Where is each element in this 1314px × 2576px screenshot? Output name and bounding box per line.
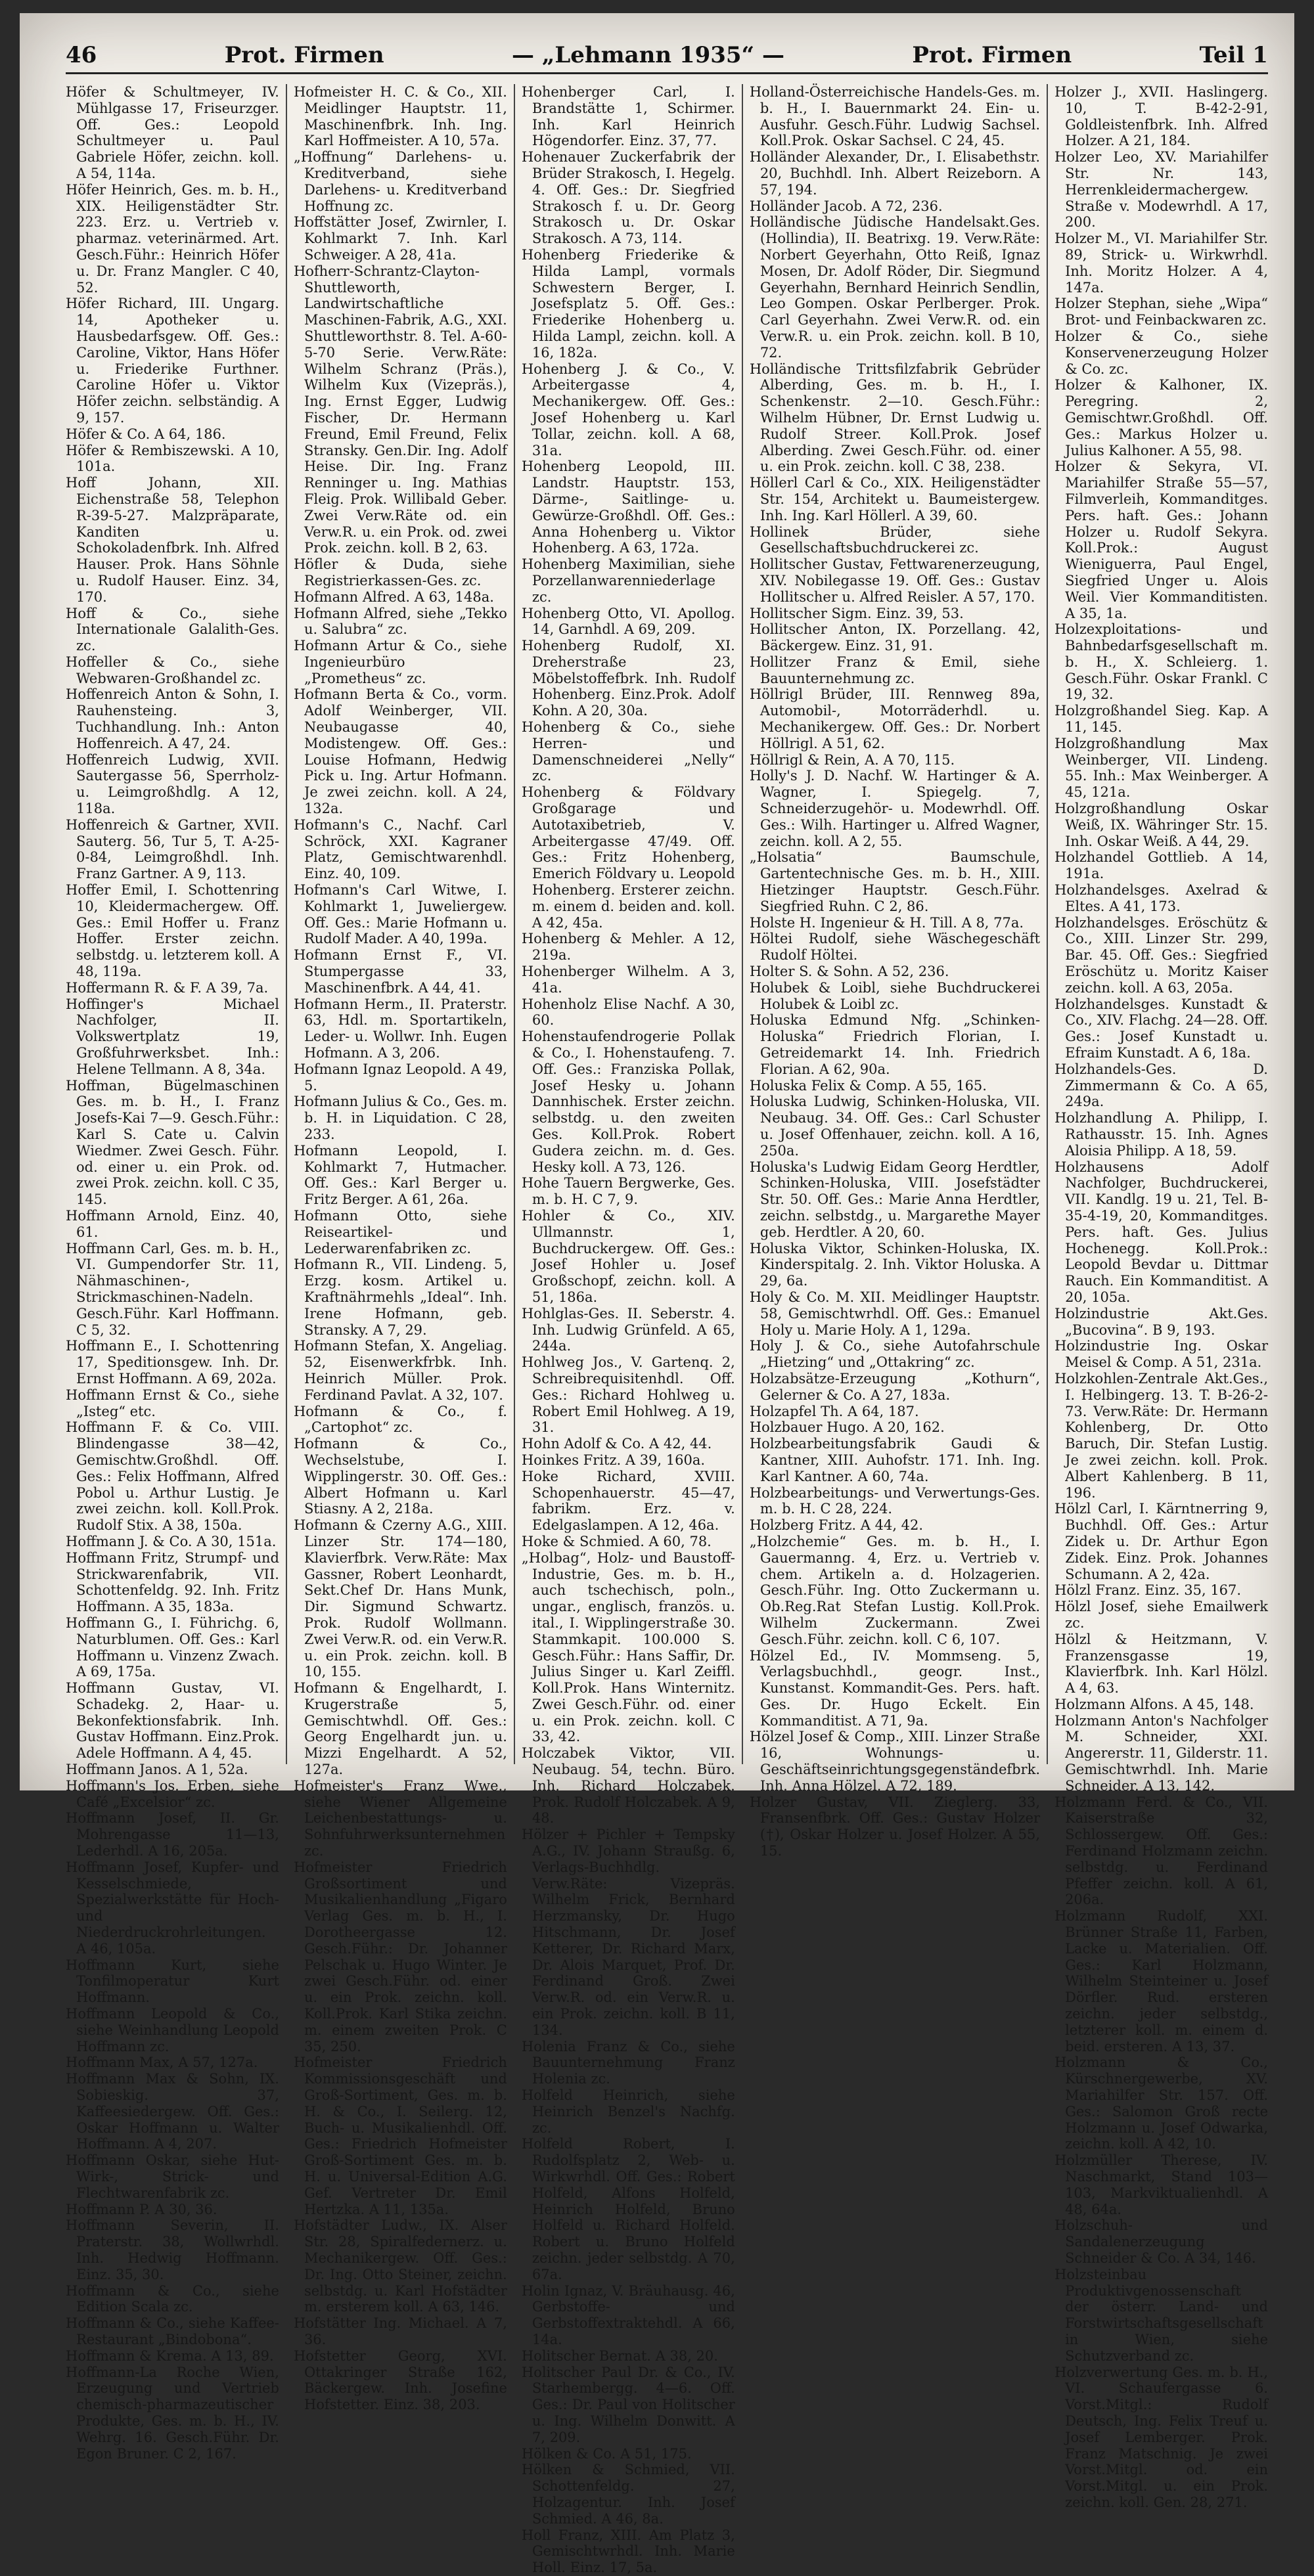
directory-entry: Holzhandels-Ges. D. Zimmermann & Co. A 65, 249a. [1054, 1061, 1268, 1110]
directory-entry: Holuska Edmund Nfg. „Schinken-Holuska“ Friedrich Florian, I. Getreidemarkt 14. Inh. Friedrich Florian. A 62, 90a. [749, 1012, 1041, 1077]
directory-entry: Holzgroßhandlung Oskar Weiß, IX. Währinger Str. 15. Inh. Oskar Weiß. A 44, 29. [1054, 801, 1268, 849]
directory-entry: Hollitscher Sigm. Einz. 39, 53. [749, 605, 964, 621]
directory-entry: Holste H. Ingenieur & H. Till. A 8, 77a. [749, 914, 1024, 931]
directory-entry: Hölzer + Pichler + Tempsky A.G., IV. Johann Straußg. 6, Verlags-Buchhdlg. Verw.Räte: Vizepräs. Wilhelm Frick, Bernhard Herzmansky, Dr. Hugo Hitschmann, Dr. Josef Ketterer, Dr. Richard Marx, Dr. Alois Marquet, Prof. Dr. Ferdinand Groß. Zwei Verw.R. od. ein Verw.R. u. ein Prok. zeichn. koll. B 11, 134. [521, 1827, 735, 2038]
directory-entry: Holzhandlung A. Philipp, I. Rathausstr. 15. Inh. Agnes Aloisia Philipp. A 18, 59. [1054, 1110, 1268, 1159]
directory-entry: Hohler & Co., XIV. Ullmannstr. 1, Buchdruckergew. Off. Ges.: Josef Hohler u. Josef Großschopf, zeichn. koll. A 51, 186a. [521, 1207, 735, 1305]
column-5 [1048, 84, 1275, 2510]
directory-entry: Holfeld Heinrich, siehe Heinrich Benzel's Nachfg. zc. [521, 2087, 735, 2136]
directory-entry: Hölzel Ed., IV. Mommseng. 5, Verlagsbuchhdl., geogr. Inst., Kunstanst. Kommandit-Ges. Pers. haft. Ges. Dr. Hugo Eckelt. Ein Kommanditist. A 71, 9a. [749, 1647, 1041, 1729]
directory-entry: Hoffenreich & Gartner, XVII. Sauterg. 56, Tur 5, T. A-25-0-84, Leimgroßhdl. Inh. Franz Gartner. A 9, 113. [66, 816, 279, 882]
directory-entry: Holuska Viktor, Schinken-Holuska, IX. Kinderspitalg. 2. Inh. Viktor Holuska. A 29, 6a. [749, 1240, 1041, 1289]
directory-entry: Hofmann's C., Nachf. Carl Schröck, XXI. Kagraner Platz, Gemischtwarenhdl. Einz. 40, 109. [293, 816, 507, 882]
directory-entry: Holländische Jüdische Handelsakt.Ges. (Hollindia), II. Beatrixg. 19. Verw.Räte: Norbert Geyerhahn, Otto Reiß, Ignaz Mosen, Dr. Adolf Röder, Dir. Siegmund Geyerhahn, Bernhard Heinrich Sendlin, Leo Gompen. Oskar Perlberger. Prok. Carl Geyerhahn. Zwei Verw.R. od. ein Verw.R. u. ein Prok. zeichn. koll. B 10, 72. [749, 214, 1041, 361]
directory-entry: Hoffmann Josef, Kupfer- und Kesselschmiede, Spezialwerkstätte für Hoch- und Niederdruckrohrleitungen. A 46, 105a. [66, 1859, 279, 1957]
directory-entry: Hofmann Artur & Co., siehe Ingenieurbüro „Prometheus“ zc. [293, 638, 507, 686]
directory-entry: Hohlweg Jos., V. Gartenq. 2, Schreibrequisitenhdl. Off. Ges.: Richard Hohlweg u. Robert Emil Hohlweg. A 19, 31. [521, 1354, 735, 1436]
directory-entry: Hofmeister H. C. & Co., XII. Meidlinger Hauptstr. 11, Maschinenfbrk. Inh. Ing. Karl Hoffmeister. A 10, 57a. [293, 84, 507, 149]
directory-entry: Hohenberg & Földvary Großgarage und Autotaxibetrieb, V. Arbeitergasse 47/49. Off. Ges.: Fritz Hohenberg, Emerich Földvary u. Leopold Hohenberg. Ersterer zeichn. m. einem d. beiden and. koll. A 42, 45a. [521, 784, 735, 931]
directory-entry: Holzbearbeitungsfabrik Gaudi & Kantner, XIII. Auhofstr. 171. Inh. Ing. Karl Kantner. A 60, 74a. [749, 1436, 1041, 1484]
directory-entry: Holzer & Kalhoner, IX. Peregring. 2, Gemischtwr.Großhdl. Off. Ges.: Markus Holzer u. Julius Kalhoner. A 55, 98. [1054, 377, 1268, 458]
directory-entry: Holitscher Paul Dr. & Co., IV. Starhembergg. 4—6. Off. Ges.: Dr. Paul von Holitscher u. Ing. Wilhelm Donwitt. A 7, 209. [521, 2364, 735, 2445]
directory-entry: Hofmeister Friedrich Kommissionsgeschäft und Groß-Sortiment, Ges. m. b. H. & Co., I. Seilerg. 12, Buch- u. Musikalienhdl. Off. Ges.: Friedrich Hofmeister Groß-Sortiment Ges. m. b. H. u. Universal-Edition A.G. Gef. Vertreter Dr. Emil Hertzka. A 11, 135a. [293, 2054, 507, 2217]
directory-entry: Holzexploitations- und Bahnbedarfsgesellschaft m. b. H., X. Schleierg. 1. Gesch.Führ. Oskar Frankl. C 19, 32. [1054, 621, 1268, 703]
directory-entry: Hohenberg Friederike & Hilda Lampl, vormals Schwestern Berger, I. Josefsplatz 5. Off. Ges.: Friederike Hohenberg u. Hilda Lampl, zeichn. koll. A 16, 182a. [521, 246, 735, 361]
directory-entry: Hofmann Alfred, siehe „Tekko u. Salubra“ zc. [293, 605, 507, 638]
directory-entry: Hoffmann Arnold, Einz. 40, 61. [66, 1207, 279, 1240]
directory-entry: Holzkohlen-Zentrale Akt.Ges., I. Helbingerg. 13. T. B-26-2-73. Verw.Räte: Dr. Hermann Kohlenberg, Dr. Otto Baruch, Dir. Stefan Lustig. Je zwei zeichn. koll. Prok. Albert Kahlenberg. B 11, 196. [1054, 1370, 1268, 1501]
directory-entry: Hoffenreich Ludwig, XVII. Sautergasse 56, Sperrholz- u. Leimgroßhdlg. A 12, 118a. [66, 751, 279, 817]
directory-page [20, 13, 1294, 2576]
part-label: Teil 1 [1199, 42, 1268, 68]
directory-entry: Holy & Co. M. XII. Meidlinger Hauptstr. 58, Gemischtwrhdl. Off. Ges.: Emanuel Holy u. Marie Holy. A 1, 129a. [749, 1289, 1041, 1338]
directory-entry: Hoffmann Josef, II. Gr. Mohrengasse 11—13, Lederhdl. A 16, 205a. [66, 1810, 279, 1859]
directory-entry: Hoffenreich Anton & Sohn, I. Rauhensteing. 3, Tuchhandlung. Inh.: Anton Hoffenreich. A 47, 24. [66, 686, 279, 751]
directory-entry: Hoffmann Fritz, Strumpf- und Strickwarenfabrik, VII. Schottenfeldg. 92. Inh. Fritz Hoffmann. A 35, 183a. [66, 1549, 279, 1615]
directory-entry: Hoffmann Oskar, siehe Hut- Wirk-, Strick- und Flechtwarenfabrik zc. [66, 2152, 279, 2201]
column-1 [59, 84, 287, 2462]
page-number: 46 [66, 42, 97, 68]
directory-entry: Hollitzer Franz & Emil, siehe Bauunternehmung zc. [749, 654, 1041, 686]
right-section-title: Prot. Firmen [912, 42, 1072, 68]
directory-entry: Höfler & Duda, siehe Registrierkassen-Ges. zc. [293, 556, 507, 588]
column-3 [515, 84, 743, 2576]
directory-entry: Holländer Alexander, Dr., I. Elisabethstr. 20, Buchhdl. Inh. Albert Reizeborn. A 57, 194. [749, 149, 1041, 198]
directory-entry: Höfer & Rembiszewski. A 10, 101a. [66, 442, 279, 475]
directory-entry: Holzbauer Hugo. A 20, 162. [749, 1419, 945, 1436]
page-header [66, 33, 1268, 74]
directory-entry: Hoffmann Leopold & Co., siehe Weinhandlung Leopold Hoffmann zc. [66, 2006, 279, 2054]
column-4 [743, 84, 1048, 1859]
directory-entry: Holzmann & Co., Kürschnergewerbe, XV. Mariahilfer Str. 157. Off. Ges.: Salomon Groß recte Holzmann u. Josef Odwarka, zeichn. koll. A 42, 10. [1054, 2054, 1268, 2152]
directory-entry: Hoffmann G., I. Führichg. 6, Naturblumen. Off. Ges.: Karl Hoffmann u. Vinzenz Zwach. A 69, 175a. [66, 1614, 279, 1680]
directory-entry: Hohlglas-Ges. II. Seberstr. 4. Inh. Ludwig Grünfeld. A 65, 244a. [521, 1305, 735, 1354]
directory-entry: Hohenberg Maximilian, siehe Porzellanwarenniederlage zc. [521, 556, 735, 605]
directory-entry: Hohenberger Carl, I. Brandstätte 1, Schirmer. Inh. Karl Heinrich Högendorfer. Einz. 37, 77. [521, 84, 735, 149]
directory-entry: Hoffmann & Co., siehe Kaffee-Restaurant „Bindobona“. [66, 2315, 279, 2347]
directory-entry: Höfer Richard, III. Ungarg. 14, Apotheker u. Hausbedarfsgew. Off. Ges.: Caroline, Viktor, Hans Höfer u. Friederike Furthner. Caroline Höfer u. Viktor Höfer zeichn. selbständig. A 9, 157. [66, 296, 279, 426]
directory-entry: Holzer Stephan, siehe „Wipa“ Brot- und Feinbackwaren zc. [1054, 296, 1268, 328]
directory-entry: Hofstetter Georg, XVI. Ottakringer Straße 162, Bäckergew. Inh. Josefine Hofstetter. Einz. 38, 203. [293, 2347, 507, 2413]
directory-entry: Hölzl & Heitzmann, V. Franzensgasse 19, Klavierfbrk. Inh. Karl Hölzl. A 4, 63. [1054, 1631, 1268, 1697]
directory-entry: Holzmann Rudolf, XXI. Brünner Straße 11, Farben, Lacke u. Materialien. Off. Ges.: Karl Holzmann, Wilhelm Steinteiner u. Josef Dörfler. Rud. ersteren zeichn. jeder selbstdg., letzterer koll. m. einem d. beid. ersteren. A 13, 37. [1054, 1908, 1268, 2054]
directory-entry: Hoffeller & Co., siehe Webwaren-Großhandel zc. [66, 654, 279, 686]
directory-entry: Hoffmann Max, A 57, 127a. [66, 2054, 258, 2071]
directory-entry: Hoffmann Ernst & Co., siehe „Isteg“ etc. [66, 1387, 279, 1419]
directory-entry: Hölzl Franz. Einz. 35, 167. [1054, 1582, 1242, 1599]
directory-entry: Hofmann Otto, siehe Reiseartikel- und Lederwarenfabriken zc. [293, 1207, 507, 1256]
directory-entry: Holubek & Loibl, siehe Buchdruckerei Holubek & Loibl zc. [749, 979, 1041, 1012]
directory-entry: Holitscher Bernat. A 38, 20. [521, 2347, 718, 2364]
directory-entry: Hoffmann Gustav, VI. Schadekg. 2, Haar- u. Bekonfektionsfabrik. Inh. Gustav Hoffmann. Einz.Prok. Adele Hoffmann. A 4, 45. [66, 1680, 279, 1762]
directory-entry: Hofmann Leopold, I. Kohlmarkt 7, Hutmacher. Off. Ges.: Karl Berger u. Fritz Berger. A 61, 26a. [293, 1142, 507, 1208]
directory-entry: Höfer Heinrich, Ges. m. b. H., XIX. Heiligenstädter Str. 223. Erz. u. Vertrieb v. pharmaz. veterinärmed. Art. Gesch.Führ.: Heinrich Höfer u. Dr. Franz Mangler. C 40, 52. [66, 181, 279, 296]
directory-entry: Hofmann R., VII. Lindeng. 5, Erzg. kosm. Artikel u. Kraftnährmehls „Ideal“. Inh. Irene Hofmann, geb. Stransky. A 7, 29. [293, 1256, 507, 1338]
directory-entry: Holzmann Anton's Nachfolger M. Schneider, XXI. Angererstr. 11, Gilderstr. 11. Gemischtwrhdl. Inh. Marie Schneider. A 13, 142. [1054, 1712, 1268, 1794]
directory-entry: Holzhandel Gottlieb. A 14, 191a. [1054, 849, 1268, 882]
directory-entry: Hofmann Ernst F., VI. Stumpergasse 33, Maschinenfbrk. A 44, 41. [293, 947, 507, 996]
directory-entry: Hofmann Berta & Co., vorm. Adolf Weinberger, VII. Neubaugasse 40, Modistengew. Off. Ges.: Louise Hofmann, Hedwig Pick u. Ing. Artur Hofmann. Je zwei zeichn. koll. A 24, 132a. [293, 686, 507, 817]
directory-entry: Höllrigl Brüder, III. Rennweg 89a, Automobil-, Motorräderhdl. u. Mechanikergew. Off. Ges.: Dr. Norbert Höllrigl. A 51, 62. [749, 686, 1041, 751]
directory-entry: Hofmann Ignaz Leopold. A 49, 5. [293, 1061, 507, 1094]
directory-entry: Holuska's Ludwig Eidam Georg Herdtler, Schinken-Holuska, VIII. Josefstädter Str. 50. Off. Ges.: Marie Anna Herdtler, zeichn. selbstdg., u. Margarethe Mayer geb. Herdtler. A 20, 60. [749, 1159, 1041, 1240]
directory-entry: Holzgroßhandel Sieg. Kap. A 11, 145. [1054, 703, 1268, 736]
directory-entry: Hofmann Alfred. A 63, 148a. [293, 588, 494, 605]
directory-entry: Hoff Johann, XII. Eichenstraße 58, Telephon R-39-5-27. Malzpräparate, Kanditen u. Schokoladenfbrk. Inh. Alfred Hauser. Prok. Hans Söhnle u. Rudolf Hauser. Einz. 34, 170. [66, 475, 279, 605]
directory-entry: Hofstätter Ing. Michael. A 7, 36. [293, 2315, 507, 2347]
directory-entry: Höfer & Schultmeyer, IV. Mühlgasse 17, Friseurzger. Off. Ges.: Leopold Schultmeyer u. Paul Gabriele Höfer, zeichn. koll. A 54, 114a. [66, 84, 279, 181]
directory-entry: Holter S. & Sohn. A 52, 236. [749, 964, 949, 980]
directory-entry: Holzapfel Th. A 64, 187. [749, 1403, 919, 1419]
directory-entry: Hoffmann & Krema. A 13, 89. [66, 2347, 274, 2364]
directory-entry: Holzer M., VI. Mariahilfer Str. 89, Strick- u. Wirkwrhdl. Inh. Moritz Holzer. A 4, 147a. [1054, 231, 1268, 296]
directory-entry: Holzgroßhandlung Max Weinberger, VII. Lindeng. 55. Inh.: Max Weinberger. A 45, 121a. [1054, 735, 1268, 801]
directory-entry: Hofmann & Engelhardt, I. Krugerstraße 5, Gemischtwhdl. Off. Ges.: Georg Engelhardt jun. u. Mizzi Engelhardt. A 52, 127a. [293, 1680, 507, 1778]
entry-columns [59, 84, 1275, 2576]
directory-entry: Holzindustrie Akt.Ges. „Bucovina“. B 9, 193. [1054, 1305, 1268, 1338]
directory-entry: Hofherr-Schrantz-Clayton-Shuttleworth, Landwirtschaftliche Maschinen-Fabrik, A.G., XXI. Shuttleworthstr. 8. Tel. A-60-5-70 Serie. Verw.Räte: Wilhelm Schranz (Präs.), Wilhelm Kux (Vizepräs.), Ing. Ernst Egger, Ludwig Fischer, Dr. Hermann Freund, Emil Freund, Felix Stransky. Gen.Dir. Ing. Adolf Heise. Dir. Ing. Franz Renninger u. Ing. Mathias Fleig. Prok. Willibald Geber. Zwei Verw.Räte od. ein Verw.R. u. ein Prok. od. zwei Prok. zeichn. koll. B 2, 63. [293, 263, 507, 556]
directory-entry: Holenia Franz & Co., siehe Bauunternehmung Franz Holenia zc. [521, 2038, 735, 2087]
directory-entry: Hoinkes Fritz. A 39, 160a. [521, 1452, 706, 1468]
directory-entry: Holzmann Ferd. & Co., VII. Kaiserstraße 32, Schlossergew. Off. Ges.: Ferdinand Holzmann zeichn. selbstdg. u. Ferdinand Pfeffer zeichn. koll. A 61, 206a. [1054, 1794, 1268, 1908]
directory-entry: Hofmann Herm., II. Praterstr. 63, Hdl. m. Sportartikeln, Leder- u. Wollwr. Inh. Eugen Hofmann. A 3, 206. [293, 996, 507, 1061]
directory-entry: Hohenstaufendrogerie Pollak & Co., I. Hohenstaufeng. 7. Off. Ges.: Franziska Pollak, Josef Hesky u. Johann Dannhischek. Erster zeichn. selbstdg. u. den zweiten Ges. Koll.Prok. Robert Gudera zeichn. m. d. Ges. Hesky koll. A 73, 126. [521, 1029, 735, 1175]
directory-entry: Holzhandelsges. Eröschütz & Co., XIII. Linzer Str. 299, Bar. 45. Off. Ges.: Siegfried Eröschütz u. Moritz Kaiser zeichn. koll. A 63, 205a. [1054, 914, 1268, 996]
directory-entry: Hoffmann Kurt, siehe Tonfilmoperatur Kurt Hoffmann. [66, 1957, 279, 2006]
directory-entry: Hohe Tauern Bergwerke, Ges. m. b. H. C 7, 9. [521, 1175, 735, 1208]
directory-entry: Hoffmann-La Roche Wien, Erzeugung und Vertrieb chemisch-pharmazeutischer Produkte, Ges. m. b. H., IV. Wehrg. 16. Gesch.Führ. Dr. Egon Bruner. C 2, 167. [66, 2364, 279, 2462]
directory-entry: Holy J. & Co., siehe Autofahrschule „Hietzing“ und „Ottakring“ zc. [749, 1338, 1041, 1371]
directory-entry: Holuska Ludwig, Schinken-Holuska, VII. Neubaug. 34. Off. Ges.: Carl Schuster u. Josef Offenhauer, zeichn. koll. A 16, 250a. [749, 1094, 1041, 1159]
directory-entry: Hofmann & Co., f. „Cartophot“ zc. [293, 1403, 507, 1436]
directory-entry: „Holsatia“ Baumschule, Gartentechnische Ges. m. b. H., XIII. Hietzinger Hauptstr. Gesch.Führ. Siegfried Ruhn. C 2, 86. [749, 849, 1041, 914]
column-2 [287, 84, 515, 2413]
directory-entry: Hölzl Josef, siehe Emailwerk zc. [1054, 1599, 1268, 1631]
directory-entry: Hofmann & Czerny A.G., XIII. Linzer Str. 174—180, Klavierfbrk. Verw.Räte: Max Gassner, Robert Leonhardt, Sekt.Chef Dr. Hans Munk, Dir. Sigmund Schwartz. Prok. Rudolf Wollmann. Zwei Verw.R. od. ein Verw.R. u. ein Prok. zeichn. koll. B 10, 155. [293, 1517, 507, 1680]
directory-entry: Holzsteinbau Produktivgenossenschaft der österr. Land- und Forstwirtschaftsgesellschaft in Wien, siehe Schutzverband zc. [1054, 2266, 1268, 2364]
directory-entry: Hohn Adolf & Co. A 42, 44. [521, 1436, 712, 1452]
directory-entry: Hölken & Co. A 51, 175. [521, 2445, 692, 2462]
directory-entry: Hoke & Schmied. A 60, 78. [521, 1533, 712, 1549]
directory-entry: Holzberg Fritz. A 44, 42. [749, 1517, 924, 1534]
directory-entry: Hoffmann Janos. A 1, 52a. [66, 1762, 248, 1778]
directory-entry: Hoffmann Carl, Ges. m. b. H., VI. Gumpendorfer Str. 11, Nähmaschinen-, Strickmaschinen-Nadeln. Gesch.Führ. Karl Hoffmann. C 5, 32. [66, 1240, 279, 1338]
directory-entry: Holzhandelsges. Kunstadt & Co., XIV. Flachg. 24—28. Off. Ges.: Josef Kunstadt u. Efraim Kunstadt. A 6, 18a. [1054, 996, 1268, 1061]
directory-entry: Hofmann Stefan, X. Angeliag. 52, Eisenwerkfrbk. Inh. Heinrich Müller. Prok. Ferdinand Pavlat. A 32, 107. [293, 1338, 507, 1403]
directory-entry: Holczabek Viktor, VII. Neubaug. 54, techn. Büro. Inh. Richard Holczabek. Prok. Rudolf Holczabek. A 9, 48. [521, 1745, 735, 1827]
directory-entry: Höltei Rudolf, siehe Wäschegeschäft Rudolf Höltei. [749, 931, 1041, 964]
directory-entry: „Holzchemie“ Ges. m. b. H., I. Gauermanng. 4, Erz. u. Vertrieb v. chem. Artikeln a. d. Holzagerien. Gesch.Führ. Ing. Otto Zuckermann u. Ob.Reg.Rat Stefan Lustig. Koll.Prok. Wilhelm Zuckermann. Zwei Gesch.Führ. zeichn. koll. C 6, 107. [749, 1533, 1041, 1647]
directory-entry: Holzer & Co., siehe Konservenerzeugung Holzer & Co. zc. [1054, 328, 1268, 377]
directory-entry: Holzer Gustav, VII. Zieglerg. 33, Fransenfbrk. Off. Ges.: Gustav Holzer (†), Oskar Holzer u. Josef Holzer. A 55, 15. [749, 1794, 1041, 1859]
directory-entry: Hofmeister Friedrich Großsortiment und Musikalienhandlung „Figaro Verlag Ges. m. b. H., I. Dorotheergasse 12. Gesch.Führ.: Dr. Johanner Pelschak u. Hugo Winter. Je zwei Gesch.Führ. od. einer u. ein Prok. zeichn. koll. Koll.Prok. Karl Stika zeichn. m. einem zweiten Prok. C 35, 250. [293, 1859, 507, 2054]
directory-entry: Hohenberg & Mehler. A 12, 219a. [521, 931, 735, 964]
directory-entry: Höllerl Carl & Co., XIX. Heiligenstädter Str. 154, Architekt u. Baumeistergew. Inh. Ing. Karl Höllerl. A 39, 60. [749, 475, 1041, 523]
directory-entry: Hohenberg & Co., siehe Herren- und Damenschneiderei „Nelly“ zc. [521, 719, 735, 784]
directory-entry: Holzhandelsges. Axelrad & Eltes. A 41, 173. [1054, 882, 1268, 914]
directory-entry: Hoff & Co., siehe Internationale Galalith-Ges. zc. [66, 605, 279, 654]
directory-entry: Hoffinger's Michael Nachfolger, II. Volkswertplatz 19, Großfuhrwerksbet. Inh.: Helene Tellmann. A 8, 34a. [66, 996, 279, 1077]
directory-entry: Hofmann Julius & Co., Ges. m. b. H. in Liquidation. C 28, 233. [293, 1094, 507, 1142]
directory-entry: Hohenberg Rudolf, XI. Dreherstraße 23, Möbelstoffefbrk. Inh. Rudolf Hohenberg. Einz.Prok. Adolf Kohn. A 20, 30a. [521, 638, 735, 719]
directory-entry: Hölzel Josef & Comp., XIII. Linzer Straße 16, Wohnungs- u. Geschäftseinrichtungsgegenständefbrk. Inh. Anna Hölzel. A 72, 189. [749, 1729, 1041, 1794]
directory-entry: Holly's J. D. Nachf. W. Hartinger & A. Wagner, I. Spiegelg. 7, Schneiderzugehör- u. Modewrhdl. Off. Ges.: Wilh. Hartinger u. Alfred Wagner, zeichn. koll. A 2, 55. [749, 768, 1041, 849]
directory-entry: „Hoffnung“ Darlehens- u. Kreditverband, siehe Darlehens- u. Kreditverband Hoffnung zc. [293, 149, 507, 214]
directory-entry: Hoffman, Bügelmaschinen Ges. m. b. H., I. Franz Josefs-Kai 7—9. Gesch.Führ.: Karl S. Cate u. Calvin Wiedmer. Zwei Gesch. Führ. od. einer u. ein Prok. od. zwei Prok. zeichn. koll. C 35, 145. [66, 1077, 279, 1208]
directory-entry: Hoffmann J. & Co. A 30, 151a. [66, 1533, 277, 1549]
directory-entry: Hölken & Schmied, VII. Schottenfeldg. 27, Holzagentur. Inh. Josef Schmied. A 46, 8a. [521, 2462, 735, 2527]
directory-entry: Hoffmann F. & Co. VIII. Blindengasse 38—42, Gemischtw.Großhdl. Off. Ges.: Felix Hoffmann, Alfred Pobol u. Arthur Lustig. Je zwei zeichn. koll. Koll.Prok. Rudolf Stix. A 38, 150a. [66, 1419, 279, 1534]
directory-entry: Hohenberger Wilhelm. A 3, 41a. [521, 964, 735, 996]
directory-entry: Hohenauer Zuckerfabrik der Brüder Strakosch, I. Hegelg. 4. Off. Ges.: Dr. Siegfried Strakosch f. u. Dr. Georg Strakosch u. Dr. Oskar Strakosch. A 73, 114. [521, 149, 735, 247]
directory-entry: Hoffer Emil, I. Schottenring 10, Kleidermachergew. Off. Ges.: Emil Hoffer u. Franz Hoffer. Erster zeichn. selbstdg. u. letzterem koll. A 48, 119a. [66, 882, 279, 980]
directory-entry: Holl Franz, XIII. Am Platz 3, Gemischtwrhdl. Inh. Marie Holl. Einz. 17, 5a. [521, 2527, 735, 2576]
directory-entry: Hohenberg Leopold, III. Landstr. Hauptstr. 153, Därme-, Saitlinge- u. Gewürze-Großhdl. Off. Ges.: Anna Hohenberg u. Viktor Hohenberg. A 63, 172a. [521, 458, 735, 556]
directory-entry: Holzmüller Therese, IV. Naschmarkt, Stand 103—103, Markviktualienhdl. A 48, 64a. [1054, 2152, 1268, 2217]
directory-entry: Hollitscher Gustav, Fettwarenerzeugung, XIV. Nobilegasse 19. Off. Ges.: Gustav Hollitscher u. Alfred Reisler. A 57, 170. [749, 556, 1041, 605]
directory-entry: „Holbag“, Holz- und Baustoff-Industrie, Ges. m. b. H., auch tschechisch, poln., ungar., englisch, französ. u. ital., I. Wipplingerstraße 30. Stammkapit. 100.000 S. Gesch.Führ.: Hans Saffir, Dr. Julius Singer u. Karl Zeiffl. Koll.Prok. Hans Winternitz. Zwei Gesch.Führ. od. einer u. ein Prok. zeichn. koll. C 33, 42. [521, 1549, 735, 1745]
directory-entry: Holland-Österreichische Handels-Ges. m. b. H., I. Bauernmarkt 24. Ein- u. Ausfuhr. Gesch.Führ. Ludwig Sachsel. Koll.Prok. Oskar Sachsel. C 24, 45. [749, 84, 1041, 149]
directory-entry: Hofmann's Carl Witwe, I. Kohlmarkt 1, Juweliergew. Off. Ges.: Marie Hofmann u. Rudolf Mader. A 40, 199a. [293, 882, 507, 947]
directory-entry: Holzer J., XVII. Haslingerg. 10, T. B-42-2-91, Goldleistenfbrk. Inh. Alfred Holzer. A 21, 184. [1054, 84, 1268, 149]
directory-entry: Hoffmann Severin, II. Praterstr. 38, Wollwrhdl. Inh. Hedwig Hoffmann. Einz. 35, 30. [66, 2217, 279, 2282]
directory-entry: Holzverwertung Ges. m. b. H., VI. Schaufergasse 6. Vorst.Mitgl.: Rudolf Deutsch, Ing. Felix Treuf u. Josef Lemberger. Prok. Franz Matschnig. Je zwei Vorst.Mitgl. od. ein Vorst.Mitgl. u. ein Prok. zeichn. koll. Gen. 28, 271. [1054, 2364, 1268, 2510]
directory-entry: Hofstädter Ludw., IX. Alser Str. 28, Spiralfedernerz. u. Mechanikergew. Off. Ges.: Dr. Ing. Otto Steiner, zeichn. selbstdg. u. Karl Hofstädter m. ersterem koll. A 63, 146. [293, 2217, 507, 2315]
directory-entry: Holfeld Robert, I. Rudolfsplatz 2, Web- u. Wirkwrhdl. Off. Ges.: Robert Holfeld, Alfons Holfeld, Heinrich Holfeld, Bruno Holfeld u. Richard Holfeld. Robert u. Bruno Holfeld zeichn. jeder selbstdg. A 70, 67a. [521, 2136, 735, 2282]
directory-entry: Hoke Richard, XVIII. Schopenhauerstr. 45—47, fabrikm. Erz. v. Edelgaslampen. A 12, 46a. [521, 1468, 735, 1534]
directory-entry: Hollitscher Anton, IX. Porzellang. 42, Bäckergew. Einz. 31, 91. [749, 621, 1041, 654]
directory-entry: Hoffmann & Co., siehe Edition Scala zc. [66, 2282, 279, 2315]
directory-entry: Hofmann & Co., Wechselstube, I. Wipplingerstr. 30. Off. Ges.: Albert Hofmann u. Karl Stiasny. A 2, 218a. [293, 1436, 507, 1517]
center-title: — „Lehmann 1935“ — [511, 42, 784, 68]
directory-entry: Hoffmann P. A 30, 36. [66, 2201, 217, 2217]
directory-entry: Hoffmann E., I. Schottenring 17, Speditionsgew. Inh. Dr. Ernst Hoffmann. A 69, 202a. [66, 1338, 279, 1387]
directory-entry: Hoffermann R. & F. A 39, 7a. [66, 979, 269, 996]
left-section-title: Prot. Firmen [224, 42, 384, 68]
directory-entry: Holzschuh- und Sandalenerzeugung Schneider & Co. A 34, 146. [1054, 2217, 1268, 2266]
directory-entry: Holuska Felix & Comp. A 55, 165. [749, 1077, 987, 1094]
directory-entry: Hoffstätter Josef, Zwirnler, I. Kohlmarkt 7. Inh. Karl Schweiger. A 28, 41a. [293, 214, 507, 263]
directory-entry: Holzmann Alfons. A 45, 148. [1054, 1696, 1254, 1712]
directory-entry: Holin Ignaz, V. Bräuhausg. 46, Gerbstoffe- und Gerbstoffextraktehdl. A 66, 14a. [521, 2282, 735, 2347]
directory-entry: Holländer Jacob. A 72, 236. [749, 198, 943, 214]
directory-entry: Höllrigl & Rein, A. A 70, 115. [749, 751, 955, 768]
directory-entry: Holzer & Sekyra, VI. Mariahilfer Straße 55—57, Filmverleih, Kommanditges. Pers. haft. Ges.: Johann Holzer u. Rudolf Sekyra. Koll.Prok.: August Wieniguerra, Paul Engel, Siegfried Unger u. Alois Weil. Vier Kommanditisten. A 35, 1a. [1054, 458, 1268, 621]
directory-entry: Holzbearbeitungs- und Verwertungs-Ges. m. b. H. C 28, 224. [749, 1484, 1041, 1517]
directory-entry: Holzindustrie Ing. Oskar Meisel & Comp. A 51, 231a. [1054, 1338, 1268, 1371]
directory-entry: Holzabsätze-Erzeugung „Kothurn“, Gelerner & Co. A 27, 183a. [749, 1370, 1041, 1403]
directory-entry: Hohenholz Elise Nachf. A 30, 60. [521, 996, 735, 1029]
directory-entry: Hofmeister's Franz Wwe., siehe Wiener Allgemeine Leichenbestattungs- u. Sohnfuhrwerksunternehmen zc. [293, 1777, 507, 1859]
directory-entry: Hoffmann's Jos. Erben, siehe Café „Excelsior“ zc. [66, 1777, 279, 1810]
directory-entry: Hohenberg Otto, VI. Apollog. 14, Garnhdl. A 69, 209. [521, 605, 735, 638]
directory-entry: Holländische Trittsfilzfabrik Gebrüder Alberding, Ges. m. b. H., I. Schenkenstr. 2—10. Gesch.Führ.: Wilhelm Hübner, Dr. Ernst Ludwig u. Rudolf Streer. Koll.Prok. Josef Alberding. Zwei Gesch.Führ. od. einer u. ein Prok. zeichn. koll. C 38, 238. [749, 361, 1041, 475]
directory-entry: Hohenberg J. & Co., V. Arbeitergasse 4, Mechanikergew. Off. Ges.: Josef Hohenberg u. Karl Tollar, zeichn. koll. A 68, 31a. [521, 361, 735, 458]
directory-entry: Höfer & Co. A 64, 186. [66, 426, 226, 442]
directory-entry: Hollinek Brüder, siehe Gesellschaftsbuchdruckerei zc. [749, 523, 1041, 556]
directory-entry: Holzer Leo, XV. Mariahilfer Str. Nr. 143, Herrenkleidermachergew. Straße v. Modewrhdl. A 17, 200. [1054, 149, 1268, 231]
directory-entry: Hoffmann Max & Sohn, IX. Sobieskig. 37, Kaffeesiedergew. Off. Ges.: Oskar Hoffmann u. Walter Hoffmann. A 4, 207. [66, 2071, 279, 2152]
directory-entry: Holzhausens Adolf Nachfolger, Buchdruckerei, VII. Kandlg. 19 u. 21, Tel. B-35-4-19, 20, Kommanditges. Pers. haft. Ges. Julius Hochenegg. Koll.Prok.: Leopold Bevdar u. Dittmar Rauch. Ein Kommanditist. A 20, 105a. [1054, 1159, 1268, 1305]
directory-entry: Hölzl Carl, I. Kärntnerring 9, Buchhdl. Off. Ges.: Artur Zidek u. Dr. Arthur Egon Zidek. Einz. Prok. Johannes Schumann. A 2, 42a. [1054, 1501, 1268, 1582]
